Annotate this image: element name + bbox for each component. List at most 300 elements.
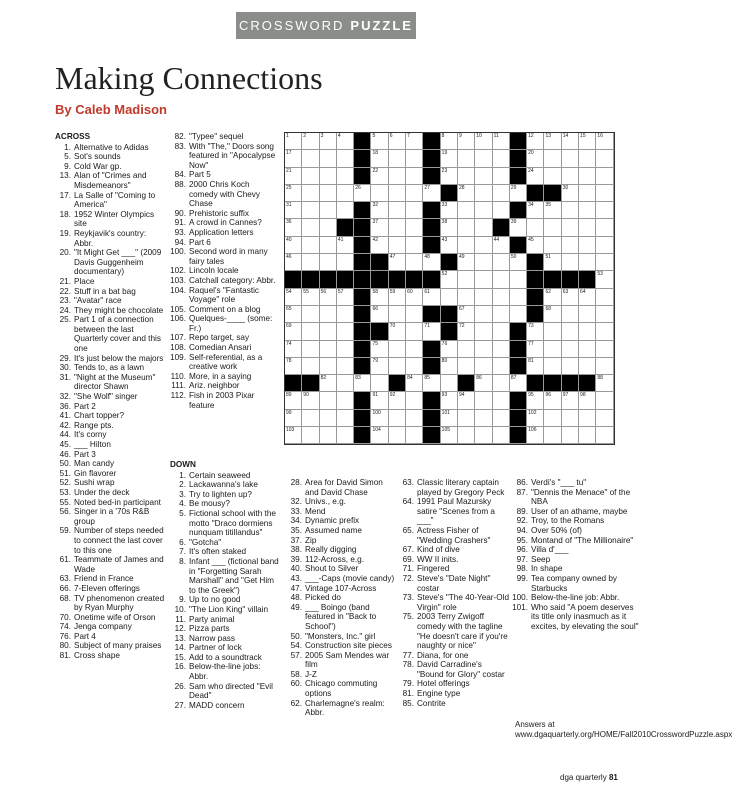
grid-cell[interactable] — [406, 392, 423, 409]
grid-cell[interactable] — [441, 168, 458, 185]
grid-cell[interactable] — [596, 289, 613, 306]
clue — [55, 622, 167, 632]
grid-cell[interactable] — [544, 427, 561, 444]
grid-cell[interactable] — [441, 427, 458, 444]
grid-cell[interactable] — [285, 150, 302, 167]
grid-cell[interactable] — [510, 185, 527, 202]
grid-cell[interactable] — [371, 427, 388, 444]
grid-black-square — [354, 306, 371, 323]
clue — [55, 229, 167, 248]
grid-cell[interactable] — [596, 392, 613, 409]
grid-cell[interactable] — [371, 358, 388, 375]
grid-cell[interactable] — [510, 306, 527, 323]
grid-cell[interactable] — [596, 341, 613, 358]
grid-black-square — [441, 185, 458, 202]
grid-cell[interactable] — [371, 392, 388, 409]
grid-cell[interactable] — [285, 185, 302, 202]
grid-cell[interactable] — [562, 237, 579, 254]
grid-cell[interactable] — [475, 202, 492, 219]
grid-cell[interactable] — [562, 306, 579, 323]
grid-cell[interactable] — [337, 254, 354, 271]
grid-cell[interactable] — [458, 323, 475, 340]
clue-text: It's just below the majors — [74, 353, 164, 363]
grid-cell[interactable] — [406, 185, 423, 202]
grid-cell[interactable] — [302, 219, 319, 236]
grid-cell[interactable] — [441, 358, 458, 375]
grid-cell[interactable] — [320, 392, 337, 409]
grid-cell[interactable] — [371, 237, 388, 254]
grid-cell[interactable] — [337, 150, 354, 167]
grid-cell[interactable] — [441, 410, 458, 427]
grid-cell[interactable] — [285, 254, 302, 271]
grid-cell[interactable] — [423, 375, 440, 392]
grid-cell[interactable] — [285, 289, 302, 306]
clue-number: 30. — [59, 363, 71, 373]
grid-cell[interactable] — [389, 392, 406, 409]
grid-cell[interactable] — [458, 341, 475, 358]
grid-cell[interactable] — [320, 410, 337, 427]
grid-cell[interactable] — [406, 410, 423, 427]
grid-cell[interactable] — [510, 289, 527, 306]
grid-cell[interactable] — [544, 254, 561, 271]
grid-cell[interactable] — [458, 271, 475, 288]
grid-cell[interactable] — [337, 202, 354, 219]
grid-cell[interactable] — [475, 375, 492, 392]
grid-cell[interactable] — [579, 202, 596, 219]
grid-cell[interactable] — [337, 341, 354, 358]
grid-cell[interactable] — [302, 202, 319, 219]
grid-cell[interactable] — [371, 341, 388, 358]
grid-cell[interactable] — [302, 133, 319, 150]
grid-cell[interactable] — [406, 219, 423, 236]
clue-text: "Typee" sequel — [189, 132, 244, 141]
grid-cell[interactable] — [458, 392, 475, 409]
grid-cell[interactable] — [389, 358, 406, 375]
grid-cell[interactable] — [371, 410, 388, 427]
grid-cell[interactable] — [458, 358, 475, 375]
grid-cell[interactable] — [562, 289, 579, 306]
grid-cell[interactable] — [475, 410, 492, 427]
grid-cell[interactable] — [493, 392, 510, 409]
grid-cell[interactable] — [371, 375, 388, 392]
grid-cell[interactable] — [596, 254, 613, 271]
grid-cell[interactable] — [406, 237, 423, 254]
grid-cell[interactable] — [406, 202, 423, 219]
grid-cell[interactable] — [337, 306, 354, 323]
grid-cell[interactable] — [544, 392, 561, 409]
grid-cell[interactable] — [389, 202, 406, 219]
grid-cell[interactable] — [302, 289, 319, 306]
grid-cell[interactable] — [544, 289, 561, 306]
grid-cell[interactable] — [320, 185, 337, 202]
grid-cell[interactable] — [371, 202, 388, 219]
grid-cell[interactable] — [389, 341, 406, 358]
grid-cell[interactable] — [544, 410, 561, 427]
grid-cell[interactable] — [320, 289, 337, 306]
grid-cell[interactable] — [596, 410, 613, 427]
grid-cell[interactable] — [320, 202, 337, 219]
grid-cell[interactable] — [527, 427, 544, 444]
grid-cell[interactable] — [510, 271, 527, 288]
grid-cell[interactable] — [354, 375, 371, 392]
grid-cell[interactable] — [302, 150, 319, 167]
grid-cell[interactable] — [493, 375, 510, 392]
clue-number: 31. — [59, 372, 71, 382]
grid-cell[interactable] — [285, 202, 302, 219]
grid-cell[interactable] — [562, 133, 579, 150]
grid-cell[interactable] — [285, 341, 302, 358]
grid-cell[interactable] — [441, 271, 458, 288]
clue-number: 59. — [59, 526, 71, 536]
grid-cell[interactable] — [389, 219, 406, 236]
grid-cell[interactable] — [527, 150, 544, 167]
grid-cell[interactable] — [475, 427, 492, 444]
grid-cell[interactable] — [562, 358, 579, 375]
grid-cell[interactable] — [441, 133, 458, 150]
grid-cell[interactable] — [458, 185, 475, 202]
clue — [170, 343, 280, 353]
grid-cell[interactable] — [527, 410, 544, 427]
grid-cell[interactable] — [527, 392, 544, 409]
grid-cell[interactable] — [389, 410, 406, 427]
grid-cell[interactable] — [285, 168, 302, 185]
grid-cell[interactable] — [406, 254, 423, 271]
grid-cell[interactable] — [579, 323, 596, 340]
grid-cell[interactable] — [544, 150, 561, 167]
grid-cell[interactable] — [389, 289, 406, 306]
grid-cell[interactable] — [320, 323, 337, 340]
grid-cell[interactable] — [596, 271, 613, 288]
grid-cell[interactable] — [285, 427, 302, 444]
clue-number: 79. — [402, 679, 414, 689]
grid-cell[interactable] — [458, 202, 475, 219]
grid-cell[interactable] — [510, 375, 527, 392]
grid-cell[interactable] — [320, 150, 337, 167]
grid-cell[interactable] — [302, 168, 319, 185]
grid-cell[interactable] — [406, 375, 423, 392]
grid-cell[interactable] — [596, 202, 613, 219]
grid-cell[interactable] — [441, 341, 458, 358]
grid-cell[interactable] — [579, 185, 596, 202]
grid-cell[interactable] — [475, 133, 492, 150]
clue-number: 50. — [290, 631, 302, 641]
grid-cell[interactable] — [371, 150, 388, 167]
grid-cell[interactable] — [441, 219, 458, 236]
grid-cell[interactable] — [579, 306, 596, 323]
grid-cell[interactable] — [320, 254, 337, 271]
grid-cell[interactable] — [389, 237, 406, 254]
grid-cell[interactable] — [475, 219, 492, 236]
grid-cell[interactable] — [302, 306, 319, 323]
grid-cell[interactable] — [371, 168, 388, 185]
grid-cell[interactable] — [458, 254, 475, 271]
grid-cell[interactable] — [475, 323, 492, 340]
grid-cell[interactable] — [562, 254, 579, 271]
grid-cell[interactable] — [337, 323, 354, 340]
grid-cell[interactable] — [579, 254, 596, 271]
grid-cell[interactable] — [320, 168, 337, 185]
grid-cell[interactable] — [302, 410, 319, 427]
grid-cell[interactable] — [493, 254, 510, 271]
grid-cell[interactable] — [544, 306, 561, 323]
grid-cell[interactable] — [475, 150, 492, 167]
grid-cell[interactable] — [475, 185, 492, 202]
grid-cell[interactable] — [285, 358, 302, 375]
grid-cell[interactable] — [389, 427, 406, 444]
grid-cell[interactable] — [596, 150, 613, 167]
grid-cell[interactable] — [475, 237, 492, 254]
grid-cell[interactable] — [475, 254, 492, 271]
grid-cell[interactable] — [510, 219, 527, 236]
grid-cell[interactable] — [337, 358, 354, 375]
grid-cell[interactable] — [337, 289, 354, 306]
grid-cell[interactable] — [302, 323, 319, 340]
grid-cell[interactable] — [406, 150, 423, 167]
grid-number: 63 — [562, 288, 569, 295]
grid-cell[interactable] — [493, 358, 510, 375]
grid-cell[interactable] — [493, 271, 510, 288]
grid-cell[interactable] — [320, 306, 337, 323]
grid-cell[interactable] — [423, 289, 440, 306]
clue-text: Noted bed-in participant — [74, 497, 161, 507]
grid-cell[interactable] — [389, 133, 406, 150]
grid-cell[interactable] — [441, 202, 458, 219]
grid-cell[interactable] — [406, 168, 423, 185]
grid-cell[interactable] — [475, 306, 492, 323]
grid-cell[interactable] — [302, 237, 319, 254]
clue-text: Teammate of James and Wade — [74, 555, 164, 574]
grid-cell[interactable] — [475, 271, 492, 288]
grid-cell[interactable] — [423, 254, 440, 271]
grid-cell[interactable] — [527, 168, 544, 185]
grid-cell[interactable] — [389, 185, 406, 202]
grid-cell[interactable] — [493, 168, 510, 185]
grid-cell[interactable] — [389, 150, 406, 167]
grid-cell[interactable] — [371, 306, 388, 323]
grid-cell[interactable] — [406, 306, 423, 323]
grid-cell[interactable] — [371, 133, 388, 150]
grid-cell[interactable] — [596, 358, 613, 375]
grid-cell[interactable] — [596, 306, 613, 323]
grid-cell[interactable] — [579, 237, 596, 254]
grid-cell[interactable] — [337, 168, 354, 185]
grid-cell[interactable] — [493, 410, 510, 427]
clue — [170, 305, 280, 315]
grid-cell[interactable] — [579, 341, 596, 358]
grid-cell[interactable] — [527, 358, 544, 375]
grid-cell[interactable] — [285, 323, 302, 340]
clue-text: J-Z — [305, 669, 317, 679]
grid-cell[interactable] — [320, 358, 337, 375]
grid-cell[interactable] — [441, 392, 458, 409]
grid-cell[interactable] — [527, 133, 544, 150]
grid-cell[interactable] — [302, 392, 319, 409]
grid-cell[interactable] — [510, 254, 527, 271]
grid-cell[interactable] — [544, 358, 561, 375]
clue-number: 16. — [174, 662, 186, 672]
grid-cell[interactable] — [302, 358, 319, 375]
grid-cell[interactable] — [320, 237, 337, 254]
grid-cell[interactable] — [458, 306, 475, 323]
grid-cell[interactable] — [458, 150, 475, 167]
grid-number: 66 — [372, 305, 379, 312]
grid-cell[interactable] — [596, 427, 613, 444]
grid-cell[interactable] — [527, 202, 544, 219]
grid-cell[interactable] — [579, 358, 596, 375]
grid-cell[interactable] — [337, 375, 354, 392]
grid-cell[interactable] — [544, 237, 561, 254]
grid-cell[interactable] — [596, 237, 613, 254]
grid-cell[interactable] — [475, 358, 492, 375]
grid-cell[interactable] — [493, 306, 510, 323]
grid-cell[interactable] — [475, 341, 492, 358]
grid-cell[interactable] — [406, 323, 423, 340]
grid-cell[interactable] — [389, 323, 406, 340]
grid-cell[interactable] — [406, 133, 423, 150]
grid-cell[interactable] — [579, 133, 596, 150]
clue-text: Chicago commuting options — [305, 679, 378, 699]
grid-cell[interactable] — [406, 358, 423, 375]
grid-cell[interactable] — [596, 323, 613, 340]
grid-cell[interactable] — [337, 410, 354, 427]
clue — [55, 641, 167, 651]
grid-cell[interactable] — [285, 392, 302, 409]
grid-cell[interactable] — [579, 168, 596, 185]
grid-cell[interactable] — [337, 133, 354, 150]
grid-cell[interactable] — [493, 323, 510, 340]
grid-cell[interactable] — [527, 341, 544, 358]
grid-cell[interactable] — [458, 237, 475, 254]
grid-number: 37 — [372, 219, 379, 226]
grid-cell[interactable] — [458, 168, 475, 185]
grid-cell[interactable] — [562, 150, 579, 167]
grid-cell[interactable] — [320, 375, 337, 392]
grid-cell[interactable] — [389, 306, 406, 323]
grid-cell[interactable] — [562, 410, 579, 427]
clue-text: Tends to, as a lawn — [74, 363, 145, 373]
grid-cell[interactable] — [493, 202, 510, 219]
grid-black-square — [423, 271, 440, 288]
grid-cell[interactable] — [579, 392, 596, 409]
grid-cell[interactable] — [458, 219, 475, 236]
grid-cell[interactable] — [562, 341, 579, 358]
grid-black-square — [423, 202, 440, 219]
grid-cell[interactable] — [285, 237, 302, 254]
grid-cell[interactable] — [320, 133, 337, 150]
clue-number: 1. — [64, 142, 71, 152]
grid-cell[interactable] — [562, 219, 579, 236]
grid-cell[interactable] — [441, 375, 458, 392]
grid-cell[interactable] — [371, 185, 388, 202]
grid-cell[interactable] — [441, 150, 458, 167]
clue-number: 86. — [516, 478, 528, 487]
grid-cell[interactable] — [458, 289, 475, 306]
grid-cell[interactable] — [579, 150, 596, 167]
grid-cell[interactable] — [475, 289, 492, 306]
grid-cell[interactable] — [562, 392, 579, 409]
grid-cell[interactable] — [458, 410, 475, 427]
grid-cell[interactable] — [579, 219, 596, 236]
grid-cell[interactable] — [475, 392, 492, 409]
grid-cell[interactable] — [441, 289, 458, 306]
grid-cell[interactable] — [596, 219, 613, 236]
grid-cell[interactable] — [544, 202, 561, 219]
grid-cell[interactable] — [371, 219, 388, 236]
grid-cell[interactable] — [562, 202, 579, 219]
grid-cell[interactable] — [337, 427, 354, 444]
grid-cell[interactable] — [475, 168, 492, 185]
grid-cell[interactable] — [562, 185, 579, 202]
grid-cell[interactable] — [562, 168, 579, 185]
grid-cell[interactable] — [285, 410, 302, 427]
grid-cell[interactable] — [493, 133, 510, 150]
grid-cell[interactable] — [285, 306, 302, 323]
grid-cell[interactable] — [423, 323, 440, 340]
grid-cell[interactable] — [493, 185, 510, 202]
grid-cell[interactable] — [302, 254, 319, 271]
grid-cell[interactable] — [285, 133, 302, 150]
grid-cell[interactable] — [493, 427, 510, 444]
grid-cell[interactable] — [389, 168, 406, 185]
grid-cell[interactable] — [544, 323, 561, 340]
grid-cell[interactable] — [337, 237, 354, 254]
grid-cell[interactable] — [544, 219, 561, 236]
grid-cell[interactable] — [337, 185, 354, 202]
grid-cell[interactable] — [389, 254, 406, 271]
grid-cell[interactable] — [406, 341, 423, 358]
grid-cell[interactable] — [562, 427, 579, 444]
grid-cell[interactable] — [458, 427, 475, 444]
clue-number: 38. — [290, 545, 302, 555]
grid-cell[interactable] — [579, 410, 596, 427]
grid-cell[interactable] — [544, 168, 561, 185]
grid-cell[interactable] — [596, 133, 613, 150]
grid-cell[interactable] — [406, 289, 423, 306]
grid-cell[interactable] — [285, 219, 302, 236]
grid-cell[interactable] — [493, 341, 510, 358]
grid-cell[interactable] — [596, 168, 613, 185]
clue — [398, 526, 510, 545]
grid-cell[interactable] — [458, 133, 475, 150]
grid-cell[interactable] — [579, 427, 596, 444]
grid-cell[interactable] — [302, 427, 319, 444]
grid-cell[interactable] — [493, 289, 510, 306]
grid-cell[interactable] — [320, 219, 337, 236]
grid-cell[interactable] — [423, 185, 440, 202]
grid-cell[interactable] — [527, 323, 544, 340]
grid-cell[interactable] — [320, 427, 337, 444]
grid-cell[interactable] — [337, 392, 354, 409]
grid-cell[interactable] — [596, 375, 613, 392]
grid-cell[interactable] — [371, 289, 388, 306]
grid-cell[interactable] — [562, 323, 579, 340]
grid-cell[interactable] — [406, 427, 423, 444]
grid-cell[interactable] — [493, 150, 510, 167]
grid-cell[interactable] — [544, 341, 561, 358]
grid-cell[interactable] — [596, 185, 613, 202]
grid-cell[interactable] — [320, 341, 337, 358]
grid-cell[interactable] — [579, 289, 596, 306]
grid-cell[interactable] — [302, 341, 319, 358]
across-column-2 — [170, 132, 280, 410]
grid-cell[interactable] — [544, 133, 561, 150]
grid-cell[interactable] — [441, 237, 458, 254]
grid-cell[interactable] — [302, 185, 319, 202]
grid-cell[interactable] — [493, 237, 510, 254]
grid-cell[interactable] — [354, 185, 371, 202]
grid-cell[interactable] — [527, 237, 544, 254]
grid-cell[interactable] — [527, 219, 544, 236]
